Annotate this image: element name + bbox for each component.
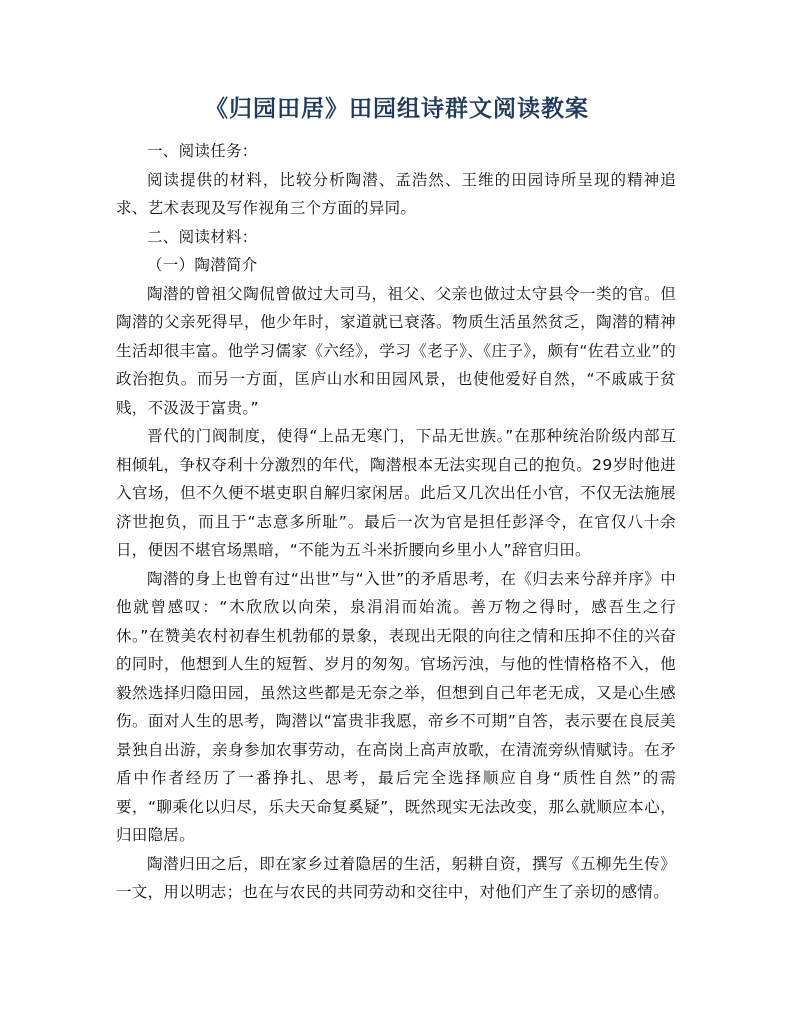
paragraph-official-career: 晋代的门阀制度，使得“上品无寒门，下品无世族。”在那种统治阶级内部互相倾轧，争权夺利十分激烈的年代，陶潜根本无法实现自己的抱负。29岁时他进入官场，但不久便不堪吏职自解归家闲居。此后又几次出任小官，不仅无法施展济世抱负，而且于“志意多所耻”。最后一次为官是担任彭泽令，在官仅八十余日，便因不堪官场黑暗，“不能为五斗米折腰向乡里小人”辞官归田。 bbox=[116, 427, 676, 559]
document-body bbox=[116, 137, 676, 907]
section-heading-reading-material: 二、阅读材料： bbox=[147, 227, 258, 246]
paragraph-inner-conflict: 陶潜的身上也曾有过“出世”与“入世”的矛盾思考，在《归去来兮辞并序》中他就曾感叹：“木欣欣以向荣，泉涓涓而始流。善万物之得时，感吾生之行休。”在赞美农村初春生机勃郁的景象，表现出无限的向往之情和压抑不住的兴奋的同时，他想到人生的短暂、岁月的匆匆。官场污浊，与他的性情格格不入，他毅然选择归隐田园，虽然这些都是无奈之举，但想到自己年老无成，又是心生感伤。面对人生的思考，陶潜以“富贵非我愿，帝乡不可期”自答，表示要在良辰美景独自出游，亲身参加农事劳动，在高岗上高声放歌，在清流旁纵情赋诗。在矛盾中作者经历了一番挣扎、思考，最后完全选择顺应自身“质性自然”的需要，“聊乘化以归尽，乐夫天命复奚疑”，既然现实无法改变，那么就顺应本心，归田隐居。 bbox=[116, 569, 676, 844]
paragraph-reclusive-life: 陶潜归田之后，即在家乡过着隐居的生活，躬耕自资，撰写《五柳先生传》一文，用以明志；也在与农民的共同劳动和交往中，对他们产生了亲切的感情。 bbox=[116, 854, 676, 901]
subsection-heading-tao-qian: （一）陶潜简介 bbox=[147, 256, 258, 274]
document-title: 《归园田居》田园组诗群文阅读教案 bbox=[205, 95, 589, 122]
paragraph-family-background: 陶潜的曾祖父陶侃曾做过大司马，祖父、父亲也做过太守县令一类的官。但陶潜的父亲死得早，他少年时，家道就已衰落。物质生活虽然贫乏，陶潜的精神生活却很丰富。他学习儒家《六经》，学习《老子》、《庄子》，颇有“佐君立业”的政治抱负。而另一方面，匡庐山水和田园风景，也使他爱好自然，“不戚戚于贫贱，不汲汲于富贵。” bbox=[116, 284, 676, 417]
paragraph-task-description: 阅读提供的材料，比较分析陶潜、孟浩然、王维的田园诗所呈现的精神追求、艺术表现及写作视角三个方面的异同。 bbox=[116, 170, 676, 217]
section-heading-reading-task: 一、阅读任务： bbox=[147, 142, 258, 160]
